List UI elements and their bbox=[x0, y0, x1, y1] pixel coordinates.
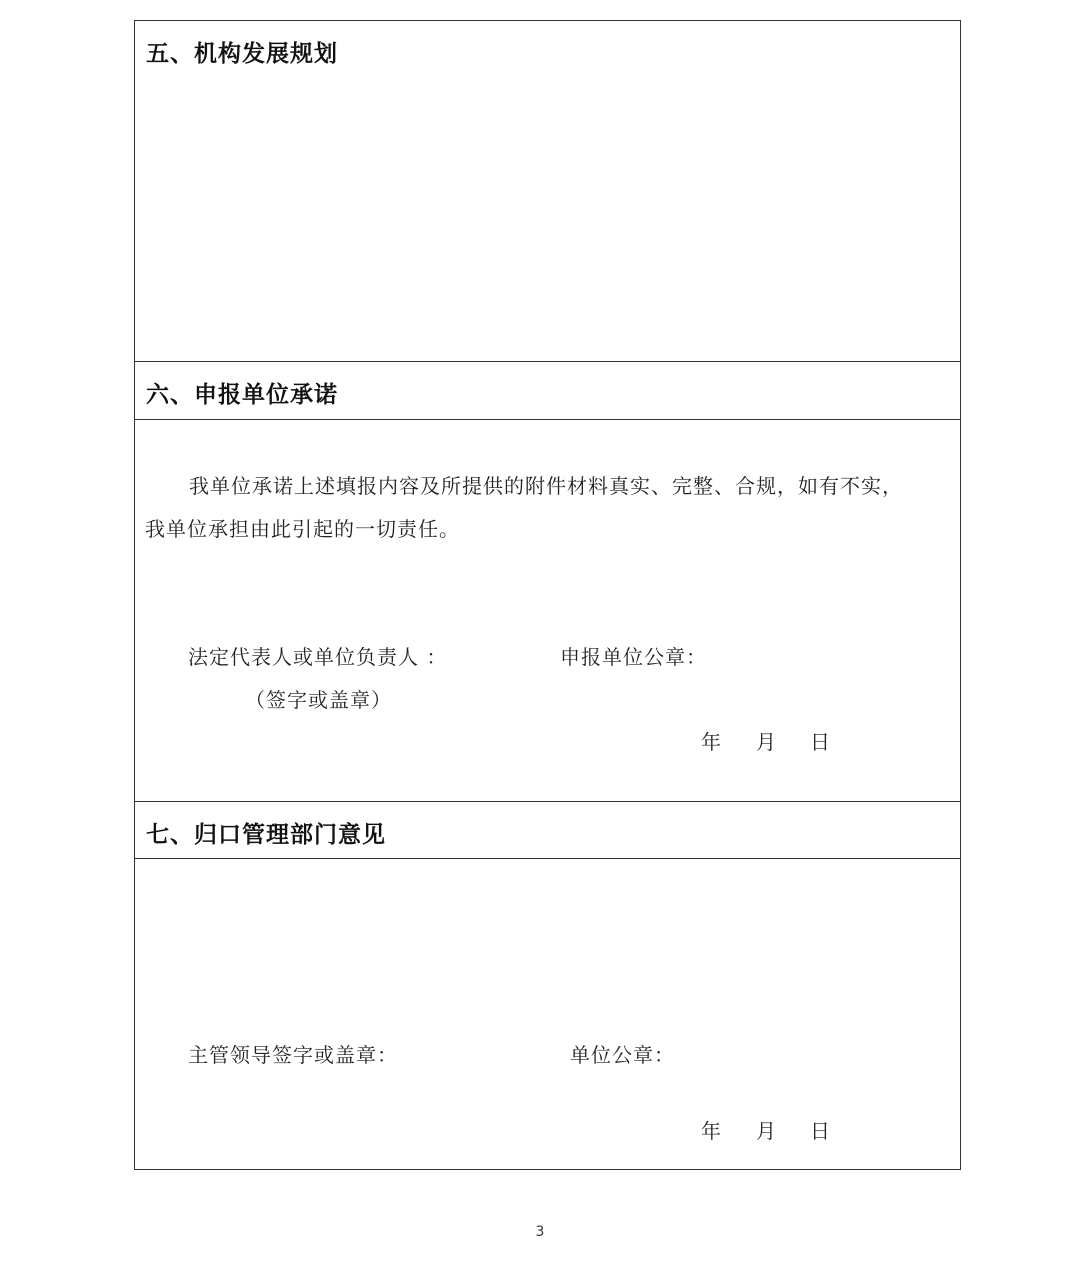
applicant-seal-label: 申报单位公章： bbox=[560, 645, 707, 669]
form-table bbox=[134, 20, 961, 1170]
pledge-text-line1: 我单位承诺上述填报内容及所提供的附件材料真实、完整、合规，如有不实， bbox=[189, 474, 903, 498]
page-number: 3 bbox=[535, 1224, 545, 1240]
date-month-label: 月 bbox=[756, 730, 777, 754]
section-opinion-body bbox=[135, 859, 960, 1169]
date-month-label: 月 bbox=[756, 1119, 777, 1143]
date-day-label: 日 bbox=[810, 1119, 831, 1143]
leader-signature-label: 主管领导签字或盖章： bbox=[188, 1043, 398, 1067]
section-pledge-header bbox=[135, 362, 960, 420]
legal-rep-signature-label: 法定代表人或单位负责人 ： bbox=[188, 645, 448, 669]
section-title-pledge: 六、申报单位承诺 bbox=[146, 382, 338, 408]
date-year-label: 年 bbox=[701, 730, 722, 754]
date-day-label: 日 bbox=[810, 730, 831, 754]
section-opinion-header bbox=[135, 802, 960, 859]
section-development-plan bbox=[135, 21, 960, 362]
sign-or-seal-note: （签字或盖章） bbox=[245, 688, 392, 712]
date-year-label: 年 bbox=[701, 1119, 722, 1143]
unit-seal-label: 单位公章： bbox=[570, 1043, 675, 1067]
section-title-development-plan: 五、机构发展规划 bbox=[146, 41, 338, 67]
pledge-text-line2: 我单位承担由此引起的一切责任。 bbox=[145, 517, 460, 541]
section-pledge-body bbox=[135, 420, 960, 802]
section-title-opinion: 七、归口管理部门意见 bbox=[146, 822, 386, 848]
